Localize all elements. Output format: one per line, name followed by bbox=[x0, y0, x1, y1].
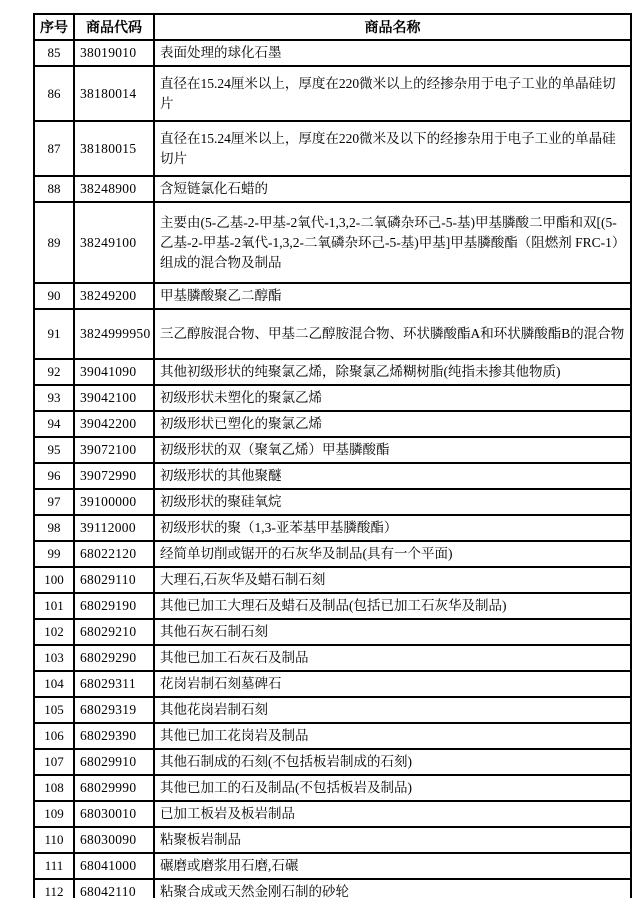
table-row bbox=[34, 309, 631, 359]
cell-serial-number: 101 bbox=[34, 593, 74, 619]
table-row bbox=[34, 437, 631, 463]
table-row bbox=[34, 202, 631, 283]
cell-serial-number: 112 bbox=[34, 879, 74, 898]
cell-product-name: 其他已加工石灰石及制品 bbox=[154, 645, 631, 671]
cell-serial-number: 103 bbox=[34, 645, 74, 671]
cell-serial-number: 109 bbox=[34, 801, 74, 827]
cell-serial-number: 102 bbox=[34, 619, 74, 645]
cell-serial-number: 107 bbox=[34, 749, 74, 775]
cell-serial-number: 108 bbox=[34, 775, 74, 801]
cell-product-code: 38180014 bbox=[74, 66, 154, 121]
table-row bbox=[34, 121, 631, 176]
cell-product-code: 68030010 bbox=[74, 801, 154, 827]
table-row bbox=[34, 801, 631, 827]
cell-product-name: 其他初级形状的纯聚氯乙烯，除聚氯乙烯糊树脂(纯指未掺其他物质) bbox=[154, 359, 631, 385]
cell-product-code: 68022120 bbox=[74, 541, 154, 567]
cell-product-code: 38180015 bbox=[74, 121, 154, 176]
cell-serial-number: 100 bbox=[34, 567, 74, 593]
cell-serial-number: 97 bbox=[34, 489, 74, 515]
table-row bbox=[34, 827, 631, 853]
table-row bbox=[34, 697, 631, 723]
cell-product-code: 39072100 bbox=[74, 437, 154, 463]
cell-product-name: 已加工板岩及板岩制品 bbox=[154, 801, 631, 827]
table-row bbox=[34, 66, 631, 121]
cell-product-name: 花岗岩制石刻墓碑石 bbox=[154, 671, 631, 697]
cell-product-code: 68029910 bbox=[74, 749, 154, 775]
cell-product-name: 三乙醇胺混合物、甲基二乙醇胺混合物、环状膦酸酯A和环状膦酸酯B的混合物 bbox=[154, 309, 631, 359]
table-row bbox=[34, 515, 631, 541]
table-row bbox=[34, 775, 631, 801]
table-row bbox=[34, 283, 631, 309]
cell-serial-number: 87 bbox=[34, 121, 74, 176]
table-row bbox=[34, 385, 631, 411]
cell-product-name: 粘聚合成或天然金刚石制的砂轮 bbox=[154, 879, 631, 898]
cell-serial-number: 98 bbox=[34, 515, 74, 541]
cell-serial-number: 86 bbox=[34, 66, 74, 121]
cell-product-name: 其他石制成的石刻(不包括板岩制成的石刻) bbox=[154, 749, 631, 775]
cell-product-code: 68029990 bbox=[74, 775, 154, 801]
cell-serial-number: 111 bbox=[34, 853, 74, 879]
cell-serial-number: 91 bbox=[34, 309, 74, 359]
table-row bbox=[34, 671, 631, 697]
cell-product-code: 38248900 bbox=[74, 176, 154, 202]
cell-serial-number: 105 bbox=[34, 697, 74, 723]
table-row bbox=[34, 489, 631, 515]
cell-product-code: 68041000 bbox=[74, 853, 154, 879]
cell-product-name: 其他已加工花岗岩及制品 bbox=[154, 723, 631, 749]
cell-product-name: 初级形状的聚硅氧烷 bbox=[154, 489, 631, 515]
cell-serial-number: 88 bbox=[34, 176, 74, 202]
cell-serial-number: 96 bbox=[34, 463, 74, 489]
cell-product-name: 初级形状的其他聚醚 bbox=[154, 463, 631, 489]
table-row bbox=[34, 879, 631, 898]
cell-product-code: 39100000 bbox=[74, 489, 154, 515]
cell-product-name: 初级形状未塑化的聚氯乙烯 bbox=[154, 385, 631, 411]
cell-product-code: 39072990 bbox=[74, 463, 154, 489]
cell-product-name: 初级形状已塑化的聚氯乙烯 bbox=[154, 411, 631, 437]
cell-product-code: 68029311 bbox=[74, 671, 154, 697]
table-row bbox=[34, 723, 631, 749]
table-row bbox=[34, 40, 631, 66]
cell-product-name: 其他石灰石制石刻 bbox=[154, 619, 631, 645]
table-row bbox=[34, 567, 631, 593]
table-row bbox=[34, 463, 631, 489]
cell-product-code: 38019010 bbox=[74, 40, 154, 66]
header-row bbox=[34, 14, 631, 40]
cell-product-name: 其他已加工大理石及蜡石及制品(包括已加工石灰华及制品) bbox=[154, 593, 631, 619]
cell-product-code: 68042110 bbox=[74, 879, 154, 898]
cell-product-code: 39041090 bbox=[74, 359, 154, 385]
cell-product-code: 38249200 bbox=[74, 283, 154, 309]
cell-product-name: 经简单切削或锯开的石灰华及制品(具有一个平面) bbox=[154, 541, 631, 567]
cell-serial-number: 90 bbox=[34, 283, 74, 309]
cell-product-code: 68029190 bbox=[74, 593, 154, 619]
cell-serial-number: 94 bbox=[34, 411, 74, 437]
table-row bbox=[34, 619, 631, 645]
table-row bbox=[34, 411, 631, 437]
table-row bbox=[34, 645, 631, 671]
cell-product-code: 68029210 bbox=[74, 619, 154, 645]
cell-product-name: 其他已加工的石及制品(不包括板岩及制品) bbox=[154, 775, 631, 801]
cell-product-name: 碾磨或磨浆用石磨,石碾 bbox=[154, 853, 631, 879]
cell-serial-number: 95 bbox=[34, 437, 74, 463]
table-row bbox=[34, 749, 631, 775]
cell-product-code: 68030090 bbox=[74, 827, 154, 853]
cell-product-name: 大理石,石灰华及蜡石制石刻 bbox=[154, 567, 631, 593]
cell-serial-number: 92 bbox=[34, 359, 74, 385]
cell-product-code: 38249100 bbox=[74, 202, 154, 283]
cell-serial-number: 106 bbox=[34, 723, 74, 749]
table-body bbox=[34, 40, 631, 898]
header-serial-number: 序号 bbox=[34, 14, 74, 40]
cell-serial-number: 99 bbox=[34, 541, 74, 567]
cell-serial-number: 110 bbox=[34, 827, 74, 853]
cell-serial-number: 89 bbox=[34, 202, 74, 283]
cell-product-name: 甲基膦酸聚乙二醇酯 bbox=[154, 283, 631, 309]
cell-product-code: 39112000 bbox=[74, 515, 154, 541]
table-row bbox=[34, 541, 631, 567]
cell-product-code: 39042100 bbox=[74, 385, 154, 411]
product-code-table bbox=[33, 13, 632, 898]
table-row bbox=[34, 176, 631, 202]
cell-product-code: 68029390 bbox=[74, 723, 154, 749]
cell-product-code: 68029319 bbox=[74, 697, 154, 723]
cell-product-name: 直径在15.24厘米以上，厚度在220微米及以下的经掺杂用于电子工业的单晶硅切片 bbox=[154, 121, 631, 176]
cell-product-code: 68029290 bbox=[74, 645, 154, 671]
cell-serial-number: 104 bbox=[34, 671, 74, 697]
header-product-name: 商品名称 bbox=[154, 14, 631, 40]
cell-product-name: 初级形状的双（聚氧乙烯）甲基膦酸酯 bbox=[154, 437, 631, 463]
cell-serial-number: 85 bbox=[34, 40, 74, 66]
table-row bbox=[34, 853, 631, 879]
table-row bbox=[34, 593, 631, 619]
cell-product-name: 直径在15.24厘米以上，厚度在220微米以上的经掺杂用于电子工业的单晶硅切片 bbox=[154, 66, 631, 121]
cell-product-code: 39042200 bbox=[74, 411, 154, 437]
cell-product-name: 含短链氯化石蜡的 bbox=[154, 176, 631, 202]
table-row bbox=[34, 359, 631, 385]
cell-product-name: 其他花岗岩制石刻 bbox=[154, 697, 631, 723]
table-header bbox=[34, 14, 631, 40]
cell-product-name: 主要由(5-乙基-2-甲基-2氧代-1,3,2-二氧磷杂环己-5-基)甲基膦酸二甲酯和双[(5-乙基-2-甲基-2氧代-1,3,2-二氧磷杂环己-5-基)甲基]甲基膦酸酯（阻燃剂 FRC-1）组成的混合物及制品 bbox=[154, 202, 631, 283]
cell-product-code: 68029110 bbox=[74, 567, 154, 593]
cell-product-code: 3824999950 bbox=[74, 309, 154, 359]
cell-product-name: 表面处理的球化石墨 bbox=[154, 40, 631, 66]
cell-product-name: 粘聚板岩制品 bbox=[154, 827, 631, 853]
cell-product-name: 初级形状的聚（1,3-亚苯基甲基膦酸酯） bbox=[154, 515, 631, 541]
header-product-code: 商品代码 bbox=[74, 14, 154, 40]
cell-serial-number: 93 bbox=[34, 385, 74, 411]
